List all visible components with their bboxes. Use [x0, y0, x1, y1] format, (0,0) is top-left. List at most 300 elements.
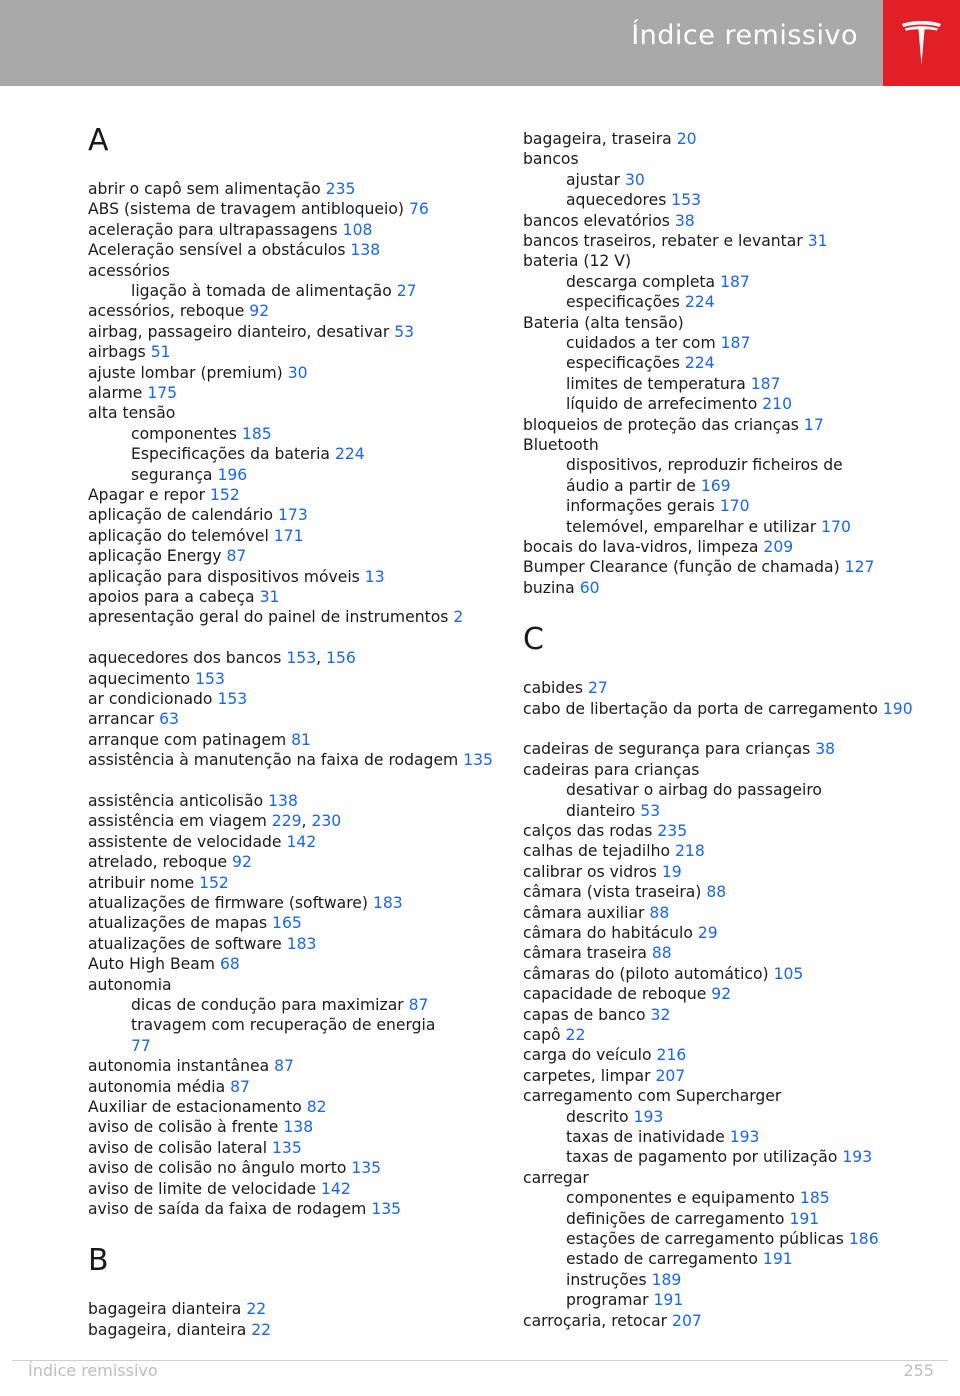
index-term: ar condicionado	[88, 690, 213, 708]
index-entry	[88, 750, 508, 770]
index-subentry	[566, 455, 886, 496]
index-term: acessórios, reboque	[88, 302, 245, 321]
index-entry	[523, 1311, 943, 1331]
page-link[interactable]: 31	[259, 588, 280, 606]
index-term: bancos	[523, 150, 579, 169]
page-link[interactable]: 105	[773, 964, 804, 983]
index-term: alarme	[88, 384, 143, 402]
page-link[interactable]: 165	[272, 914, 302, 933]
page-link[interactable]: 185	[799, 1189, 830, 1208]
index-term: Bateria (alta tensão)	[523, 313, 684, 332]
index-subentry	[566, 1270, 960, 1290]
page-link[interactable]: 51	[150, 343, 171, 362]
page-link[interactable]: 60	[579, 578, 600, 597]
page-link[interactable]: 229	[271, 812, 302, 831]
page-link[interactable]: 32	[650, 1005, 671, 1024]
page-link[interactable]: 183	[372, 894, 403, 912]
index-entry	[88, 1299, 508, 1319]
page-link[interactable]: 27	[396, 282, 417, 300]
page-link[interactable]: 224	[334, 445, 365, 464]
page-link[interactable]: 207	[655, 1066, 686, 1085]
index-term: carregar	[523, 1168, 589, 1187]
index-term: descrito	[566, 1107, 629, 1126]
index-term: câmaras do (piloto automático)	[523, 964, 769, 983]
index-entry	[523, 251, 943, 271]
page-link[interactable]: 30	[287, 363, 308, 382]
page-link[interactable]: 156	[326, 649, 356, 668]
index-entry	[88, 1138, 508, 1158]
index-term: instruções	[566, 1270, 647, 1289]
page-link[interactable]: 31	[807, 232, 828, 250]
index-entry	[523, 578, 943, 598]
page-link[interactable]: 81	[291, 730, 311, 749]
index-subentry	[566, 333, 960, 353]
index-entry	[523, 678, 943, 698]
index-entry	[523, 415, 943, 435]
page-link[interactable]: 27	[587, 679, 608, 698]
index-term: aceleração para ultrapassagens	[88, 220, 338, 239]
index-term: câmara (vista traseira)	[523, 883, 702, 902]
index-term: dicas de condução para maximizar	[131, 996, 404, 1014]
index-entry	[523, 882, 943, 902]
index-term: Bumper Clearance (função de chamada)	[523, 558, 840, 577]
index-term: aviso de colisão à frente	[88, 1118, 279, 1137]
index-subentry	[566, 517, 960, 537]
page-link[interactable]: 76	[408, 200, 429, 219]
page-link[interactable]: 38	[674, 211, 695, 230]
index-subentry	[566, 1209, 960, 1229]
page-link[interactable]: 88	[649, 903, 670, 922]
page-link[interactable]: 170	[821, 517, 851, 536]
index-term: assistência em viagem	[88, 812, 267, 831]
page-link[interactable]: 185	[241, 424, 272, 443]
page-link[interactable]: 191	[653, 1291, 684, 1310]
index-entry	[523, 435, 943, 455]
index-term: taxas de pagamento por utilização	[566, 1148, 838, 1167]
index-term: capô	[523, 1026, 561, 1044]
page-link[interactable]: 108	[342, 220, 373, 239]
index-term: calços das rodas	[523, 822, 653, 840]
index-term: Apagar e repor	[88, 486, 206, 504]
index-term: definições de carregamento	[566, 1209, 785, 1228]
index-entry	[523, 557, 943, 577]
index-term: apresentação geral do painel de instrumentos	[88, 608, 449, 627]
index-entry	[88, 689, 508, 709]
page-link[interactable]: 175	[147, 384, 178, 402]
index-term: autonomia média	[88, 1077, 226, 1096]
page-link[interactable]: 187	[720, 334, 751, 352]
page-link[interactable]: 171	[273, 526, 304, 545]
index-entry: assistência em viagem 229, 230	[88, 812, 342, 831]
index-term: câmara traseira	[523, 944, 647, 963]
index-term: atrelado, reboque	[88, 853, 228, 872]
index-subentry	[566, 394, 960, 414]
page-link[interactable]: 224	[684, 293, 715, 312]
index-entry	[88, 913, 508, 933]
index-term: câmara auxiliar	[523, 903, 645, 922]
index-term: bancos elevatórios	[523, 211, 670, 230]
page-link[interactable]: 209	[763, 538, 794, 556]
index-entry	[88, 1158, 508, 1178]
index-term: cabides	[523, 679, 583, 698]
index-term: capacidade de reboque	[523, 985, 707, 1004]
index-entry	[88, 403, 508, 423]
index-entry	[88, 342, 508, 362]
index-subentry	[566, 1229, 960, 1249]
footer-section-title: Índice remissivo	[28, 1361, 158, 1380]
index-term: atribuir nome	[88, 873, 195, 892]
index-term: aplicação do telemóvel	[88, 526, 269, 545]
index-term: aplicação Energy	[88, 547, 222, 566]
page-link[interactable]: 38	[815, 740, 836, 759]
index-entry	[88, 179, 508, 199]
index-entry: aquecedores dos bancos 153, 156	[88, 649, 356, 668]
page-link[interactable]: 92	[711, 985, 732, 1004]
page-link[interactable]: 22	[565, 1026, 586, 1044]
index-term: apoios para a cabeça	[88, 588, 255, 606]
index-term: autonomia	[88, 975, 172, 994]
page-link[interactable]: 153	[195, 669, 225, 688]
index-entry	[523, 760, 943, 780]
index-term: telemóvel, emparelhar e utilizar	[566, 517, 817, 536]
index-term: Auxiliar de estacionamento	[88, 1098, 302, 1116]
index-term: assistência à manutenção na faixa de rodagem	[88, 751, 459, 770]
index-entry	[523, 964, 943, 984]
index-entry	[523, 1086, 943, 1106]
index-entry	[523, 129, 943, 149]
page-link[interactable]: 20	[676, 130, 697, 148]
index-entry	[88, 1056, 508, 1076]
index-entry	[523, 1045, 943, 1065]
page-link[interactable]: 68	[219, 955, 240, 974]
index-subentry	[566, 1188, 960, 1208]
index-subentry	[566, 496, 960, 516]
index-term: ajustar	[566, 170, 620, 189]
index-entry	[88, 505, 508, 525]
page-header	[0, 0, 960, 86]
page-link[interactable]: 189	[651, 1270, 682, 1289]
index-term: aquecimento	[88, 669, 191, 688]
index-term: aviso de colisão no ângulo morto	[88, 1159, 347, 1178]
index-term: estações de carregamento públicas	[566, 1230, 844, 1248]
index-entry	[88, 220, 508, 240]
page-link[interactable]: 142	[286, 832, 317, 851]
index-subentry	[566, 1107, 960, 1127]
index-section-letter: C	[523, 622, 544, 658]
index-entry	[523, 821, 943, 841]
page-link[interactable]: 92	[232, 853, 252, 872]
index-term: arranque com patinagem	[88, 730, 287, 749]
index-term: alta tensão	[88, 404, 176, 423]
index-term: carroçaria, retocar	[523, 1311, 668, 1330]
index-entry	[523, 313, 943, 333]
index-entry	[523, 862, 943, 882]
page-link[interactable]: 135	[463, 751, 493, 770]
index-entry	[88, 322, 508, 342]
page-link[interactable]: 17	[803, 415, 824, 434]
index-entry	[523, 923, 943, 943]
page-link[interactable]: 19	[661, 862, 682, 881]
index-term: calibrar os vidros	[523, 862, 657, 881]
page-link[interactable]: 210	[762, 395, 793, 414]
index-term: assistência anticolisão	[88, 792, 264, 810]
index-term: dispositivos, reproduzir ficheiros de áudio a partir de	[566, 456, 843, 495]
index-subentry	[131, 444, 551, 464]
index-entry	[88, 587, 508, 607]
index-term: assistente de velocidade	[88, 832, 282, 851]
index-term: bagageira, traseira	[523, 130, 672, 148]
page-link[interactable]: 135	[272, 1138, 302, 1157]
index-term: taxas de inatividade	[566, 1128, 725, 1146]
index-entry	[88, 669, 508, 689]
page-link[interactable]: 135	[371, 1200, 402, 1218]
index-entry	[523, 231, 943, 251]
page-link[interactable]: 138	[283, 1118, 314, 1137]
tesla-logo-icon	[900, 19, 943, 67]
index-term: ligação à tomada de alimentação	[131, 282, 392, 300]
index-subentry	[566, 374, 960, 394]
index-subentry	[566, 292, 960, 312]
index-term: aplicação para dispositivos móveis	[88, 567, 360, 586]
page-link[interactable]: 22	[251, 1320, 272, 1339]
page-link[interactable]: 191	[789, 1209, 820, 1228]
index-subentry	[566, 272, 960, 292]
page-link[interactable]: 63	[159, 710, 179, 729]
page-link[interactable]: 170	[719, 497, 750, 516]
index-term: bagageira, dianteira	[88, 1320, 247, 1339]
index-entry	[88, 199, 508, 219]
page-link[interactable]: 138	[268, 792, 298, 810]
page-link[interactable]: 87	[230, 1077, 250, 1096]
index-subentry	[566, 170, 960, 190]
index-entry	[523, 211, 943, 231]
page-link[interactable]: 138	[350, 241, 381, 260]
index-entry	[523, 149, 943, 169]
page-link[interactable]: 152	[199, 873, 229, 892]
page-link[interactable]: 235	[325, 180, 356, 198]
index-subentry	[566, 1147, 960, 1167]
index-term: aviso de colisão lateral	[88, 1138, 268, 1157]
page-link[interactable]: 193	[729, 1128, 760, 1146]
index-term: Bluetooth	[523, 436, 599, 454]
index-entry	[523, 841, 943, 861]
page-link[interactable]: 88	[651, 944, 672, 963]
index-subentry	[566, 1127, 960, 1147]
page-link[interactable]: 152	[209, 486, 240, 504]
index-entry	[88, 954, 508, 974]
index-section-letter: A	[88, 123, 109, 158]
index-term: ABS (sistema de travagem antibloqueio)	[88, 200, 404, 219]
index-term: aviso de saída da faixa de rodagem	[88, 1200, 367, 1218]
index-term: abrir o capô sem alimentação	[88, 180, 321, 198]
index-entry	[88, 261, 508, 281]
index-entry	[88, 791, 508, 811]
index-term: carregamento com Supercharger	[523, 1087, 782, 1106]
index-entry	[88, 873, 508, 893]
index-entry	[523, 984, 943, 1004]
brand-logo-box	[883, 0, 960, 86]
page-link[interactable]: 29	[697, 924, 718, 942]
page-link[interactable]: 22	[246, 1300, 267, 1319]
index-subentry	[566, 190, 960, 210]
index-term: atualizações de firmware (software)	[88, 894, 368, 912]
index-term: travagem com recuperação de energia	[131, 1016, 436, 1035]
page-link[interactable]: 224	[684, 354, 715, 373]
page-link[interactable]: 87	[408, 996, 429, 1014]
index-entry	[88, 567, 508, 587]
index-entry	[88, 975, 508, 995]
index-entry	[88, 526, 508, 546]
index-term: autonomia instantânea	[88, 1057, 270, 1076]
index-term: estado de carregamento	[566, 1250, 758, 1269]
page-link[interactable]: 216	[656, 1046, 687, 1065]
index-subentry	[131, 465, 551, 485]
index-term: arrancar	[88, 710, 155, 729]
page-link[interactable]: 235	[657, 822, 688, 840]
page-link[interactable]: 88	[706, 883, 727, 902]
index-entry	[523, 903, 943, 923]
page-link[interactable]: 77	[131, 1036, 151, 1055]
index-term: bloqueios de proteção das crianças	[523, 415, 799, 434]
page-link[interactable]: 153	[671, 191, 702, 210]
page-link[interactable]: 169	[700, 476, 731, 495]
index-term: capas de banco	[523, 1005, 646, 1024]
page-link[interactable]: 30	[624, 170, 645, 189]
index-subentry	[131, 424, 551, 444]
index-term: aquecedores dos bancos	[88, 649, 282, 668]
index-term: bateria (12 V)	[523, 252, 632, 271]
index-entry	[88, 709, 508, 729]
index-term: cadeiras para crianças	[523, 760, 700, 779]
index-term: airbag, passageiro dianteiro, desativar	[88, 322, 390, 341]
index-entry	[523, 699, 943, 719]
index-entry	[88, 893, 508, 913]
index-term: Auto High Beam	[88, 955, 215, 974]
index-term: programar	[566, 1291, 649, 1310]
page-link[interactable]: 230	[311, 812, 342, 831]
index-subentry	[566, 1290, 960, 1310]
page-link[interactable]: 193	[633, 1107, 664, 1126]
index-term: componentes	[131, 424, 237, 443]
index-entry	[88, 607, 508, 627]
page-link[interactable]: 92	[249, 302, 270, 321]
index-term: desativar o airbag do passageiro dianteiro	[566, 781, 822, 820]
index-term: cadeiras de segurança para crianças	[523, 740, 811, 759]
index-section-letter: B	[88, 1243, 109, 1279]
index-entry	[523, 739, 943, 759]
index-entry	[88, 240, 508, 260]
page-link[interactable]: 82	[306, 1098, 327, 1116]
index-entry	[523, 1168, 943, 1188]
index-term: líquido de arrefecimento	[566, 395, 758, 414]
index-entry	[523, 1005, 943, 1025]
footer-page-number: 255	[903, 1361, 934, 1380]
page-link[interactable]: 190	[882, 699, 913, 718]
page-link[interactable]: 187	[720, 272, 750, 291]
page-link[interactable]: 153	[217, 690, 248, 708]
page-link[interactable]: 187	[750, 374, 781, 393]
index-entry	[88, 546, 508, 566]
index-term: aviso de limite de velocidade	[88, 1179, 317, 1198]
index-subentry	[566, 780, 886, 821]
index-term: airbags	[88, 343, 146, 362]
page-link[interactable]: 127	[844, 558, 875, 577]
index-term: buzina	[523, 578, 575, 597]
page-link[interactable]: 193	[842, 1148, 873, 1167]
index-term: carpetes, limpar	[523, 1066, 651, 1085]
page-link[interactable]: 2	[453, 608, 464, 627]
page-link[interactable]: 183	[286, 934, 317, 953]
page-link[interactable]: 87	[226, 547, 247, 566]
page-link[interactable]: 53	[394, 322, 415, 341]
page-link[interactable]: 87	[274, 1057, 294, 1076]
page-link[interactable]: 173	[277, 506, 308, 525]
index-subentry	[566, 353, 960, 373]
page-link[interactable]: 153	[286, 649, 317, 668]
page-link[interactable]: 135	[351, 1159, 382, 1178]
index-term: cabo de libertação da porta de carregamento	[523, 699, 878, 718]
index-term: descarga completa	[566, 272, 716, 291]
index-entry	[523, 1025, 943, 1045]
index-term: carga do veículo	[523, 1046, 652, 1065]
page-link[interactable]: 142	[321, 1179, 351, 1198]
index-entry	[88, 1199, 508, 1219]
index-entry	[88, 1117, 508, 1137]
index-entry	[523, 537, 943, 557]
index-term: segurança	[131, 465, 213, 484]
page-title: Índice remissivo	[631, 20, 858, 51]
index-term: bocais do lava-vidros, limpeza	[523, 538, 759, 556]
index-term: bancos traseiros, rebater e levantar	[523, 232, 803, 250]
index-entry	[523, 943, 943, 963]
index-entry	[88, 485, 508, 505]
index-term: atualizações de software	[88, 934, 282, 953]
index-entry	[88, 934, 508, 954]
index-term: componentes e equipamento	[566, 1189, 795, 1208]
index-term: cuidados a ter com	[566, 334, 716, 352]
index-subentry	[131, 995, 551, 1015]
index-entry	[88, 1097, 508, 1117]
page-link[interactable]: 53	[640, 801, 661, 820]
index-entry	[88, 730, 508, 750]
index-term: bagageira dianteira	[88, 1300, 242, 1319]
page-link[interactable]: 218	[674, 842, 705, 861]
page-link[interactable]: 191	[762, 1250, 793, 1269]
index-term: especificações	[566, 293, 680, 312]
page-link[interactable]: 186	[848, 1230, 879, 1248]
index-term: Aceleração sensível a obstáculos	[88, 241, 346, 260]
page-link[interactable]: 207	[672, 1311, 702, 1330]
index-entry	[88, 1077, 508, 1097]
index-term: informações gerais	[566, 497, 715, 516]
index-entry	[88, 852, 508, 872]
index-subentry	[131, 1015, 451, 1056]
index-entry	[88, 832, 508, 852]
index-term: Especificações da bateria	[131, 445, 330, 464]
index-entry	[88, 1320, 508, 1340]
index-term: limites de temperatura	[566, 374, 746, 393]
index-term: acessórios	[88, 261, 170, 280]
index-entry	[88, 363, 508, 383]
page-link[interactable]: 196	[217, 465, 248, 484]
index-term: calhas de tejadilho	[523, 842, 671, 861]
index-entry	[88, 301, 508, 321]
page-link[interactable]: 13	[364, 567, 385, 586]
index-term: câmara do habitáculo	[523, 924, 693, 942]
index-subentry	[566, 1249, 960, 1269]
index-entry	[88, 383, 508, 403]
index-entry	[88, 1179, 508, 1199]
